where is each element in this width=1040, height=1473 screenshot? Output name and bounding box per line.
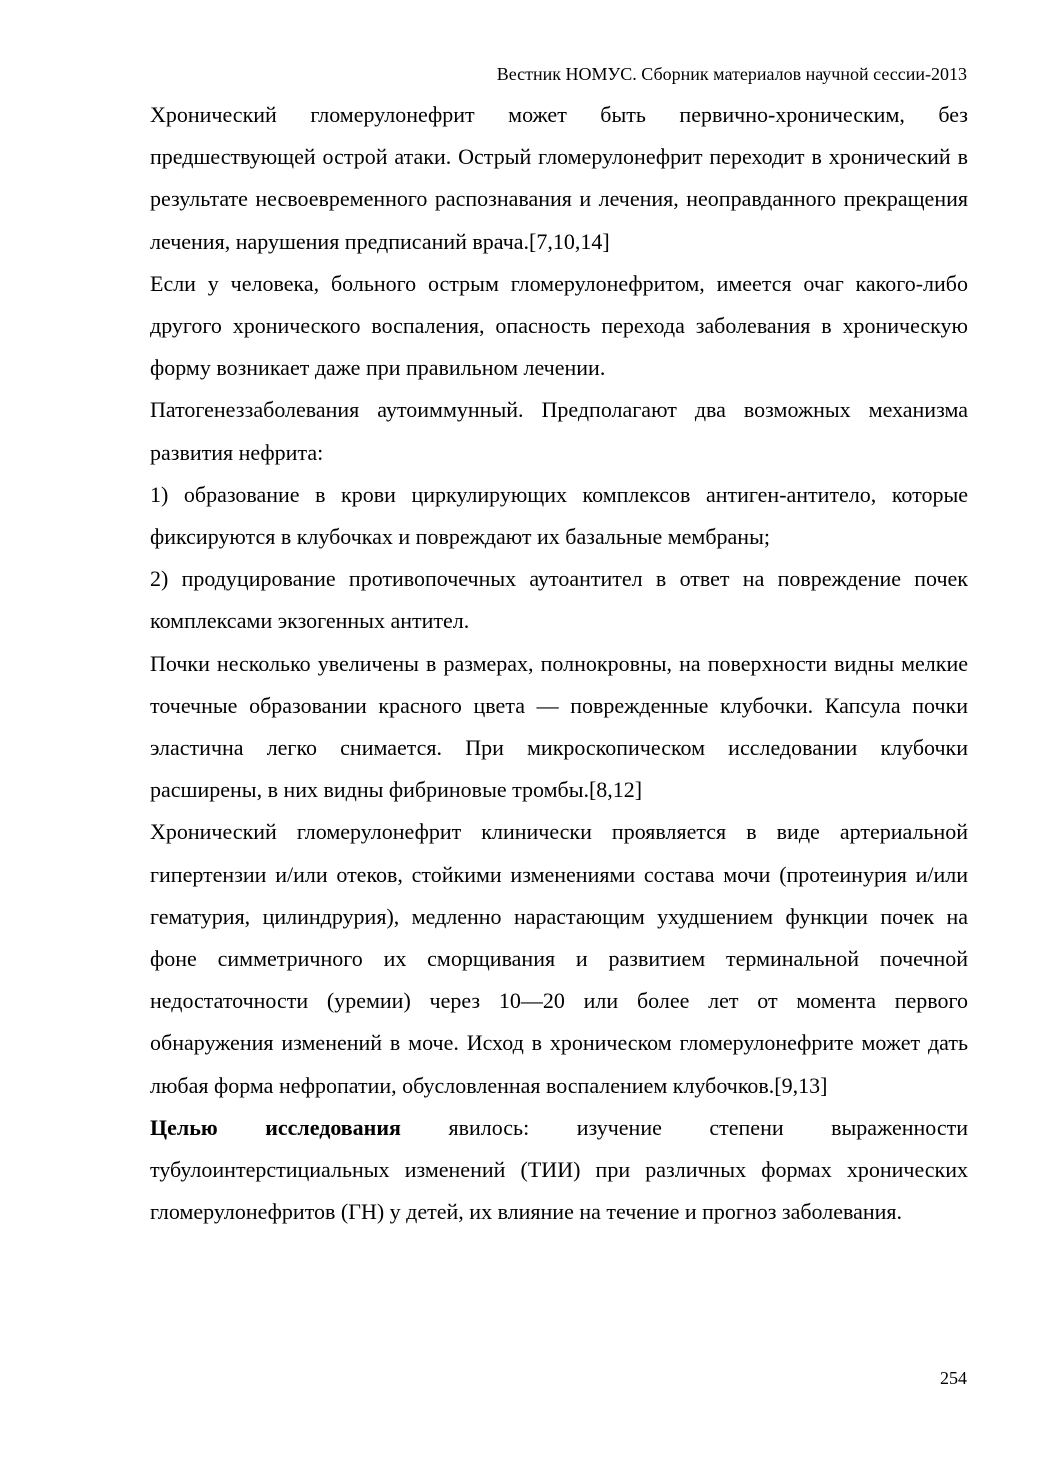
paragraph-chronic-origin: Хронический гломерулонефрит может быть первично-хроническим, без предшествующей острой атаки. Острый гломерулонефрит переходит в хронический в результате несвоевременного распознавания и лечения, неоправданного прекращения лечения, нарушения предписаний врача.[7,10,14] xyxy=(150,102,968,254)
paragraph-aim xyxy=(150,1107,968,1234)
body-text xyxy=(150,94,968,1233)
aim-lead: Целью исследования xyxy=(150,1114,401,1140)
page-number: 254 xyxy=(940,1368,967,1388)
aim-text: явилось: изучение степени выраженности тубулоинтерстициальных изменений (ТИИ) при различных формах хронических гломерулонефритов (ГН) у детей, их влияние на течение и прогноз заболевания. xyxy=(150,1114,968,1225)
paragraph-mechanism-1: 1) образование в крови циркулирующих комплексов антиген-антитело, которые фиксируются в клубочках и повреждают их базальные мембраны; xyxy=(150,481,968,550)
paragraph-mechanism-2: 2) продуцирование противопочечных аутоантител в ответ на повреждение почек комплексами экзогенных антител. xyxy=(150,566,968,634)
paragraph-pathogenesis: Патогенеззаболевания аутоиммунный. Предполагают два возможных механизма развития нефрита: xyxy=(150,397,968,465)
paragraph-clinical: Хронический гломерулонефрит клинически проявляется в виде артериальной гипертензии и/или отеков, стойкими изменениями состава мочи (протеинурия и/или гематурия, цилиндрурия), медленно нарастающим ухудшением функции почек на фоне симметричного их сморщивания и развитием терминальной почечной недостаточности (уремии) через 10—20 или более лет от момента первого обнаружения изменений в моче. Исход в хроническом гломерулонефрите может дать любая форма нефропатии, обусловленная воспалением клубочков.[9,13] xyxy=(150,819,968,1098)
paragraph-chronic-transition: Если у человека, больного острым гломерулонефритом, имеется очаг какого-либо другого хронического воспаления, опасность перехода заболевания в хроническую форму возникает даже при правильном лечении. xyxy=(150,270,968,381)
running-header: Вестник НОМУС. Сборник материалов научной сессии-2013 xyxy=(496,64,967,84)
paragraph-morphology: Почки несколько увеличены в размерах, полнокровны, на поверхности видны мелкие точечные образовании красного цвета — поврежденные клубочки. Капсула почки эластична легко снимается. При микроскопическом исследовании клубочки расширены, в них видны фибриновые тромбы.[8,12] xyxy=(150,650,968,803)
